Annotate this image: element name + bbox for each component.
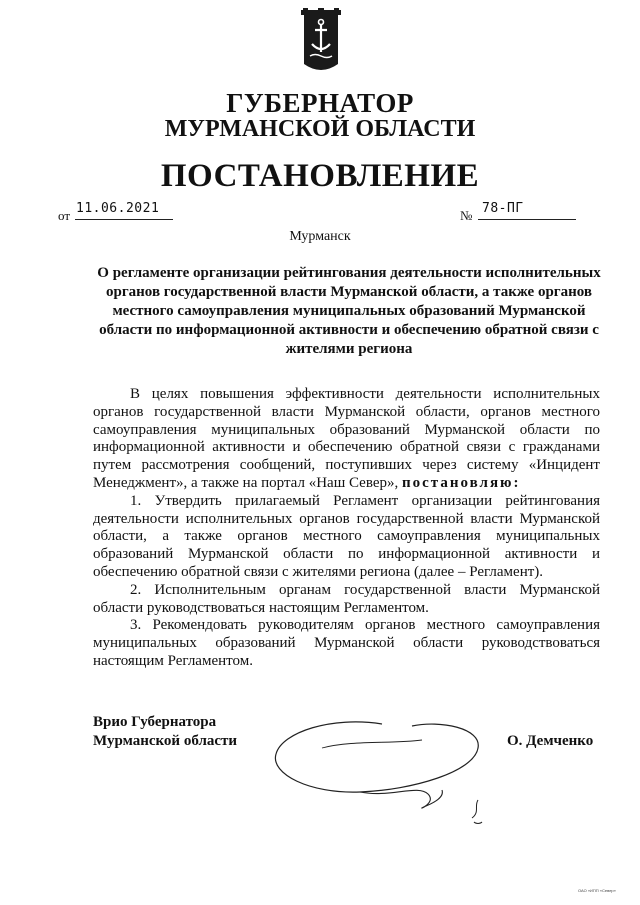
item-1-paragraph: 1. Утвердить прилагаемый Регламент организации рейтингования деятельности исполнительных органов государственной власти Мурманской области, а также органов местного самоуправления муниципальных образований Мурманской области по информационной активности и обеспечению обратной связи с жителями региона (далее – Регламент). xyxy=(93,492,600,580)
signatory-role xyxy=(93,713,237,751)
signatory-name: О. Демченко xyxy=(507,733,594,749)
intro-decree-word: постановляю: xyxy=(402,474,521,491)
date-underline xyxy=(75,219,173,220)
coat-of-arms-emblem xyxy=(298,8,344,72)
document-body xyxy=(93,386,600,671)
document-number: 78-ПГ xyxy=(482,201,524,216)
document-subject: О регламенте организации рейтингования деятельности исполнительных органов государственной власти Мурманской области, а также органов местного самоуправления муниципальных образований Мурманской области по информационной активности и обеспечению обратной связи с жителями региона xyxy=(97,265,601,357)
item-3-paragraph: 3. Рекомендовать руководителям органов местного самоуправления муниципальных образований Мурманской области руководствоваться настоящим Регламентом. xyxy=(93,617,600,669)
document-city: Мурманск xyxy=(289,229,351,244)
governor-title-line2: МУРМАНСКОЙ ОБЛАСТИ xyxy=(164,116,476,142)
number-prefix: № xyxy=(460,208,473,223)
signatory-role-line2: Мурманской области xyxy=(93,733,238,749)
item-2-paragraph: 2. Исполнительным органам государственной власти Мурманской области руководствоваться настоящим Регламентом. xyxy=(93,581,600,616)
governor-title-line1: ГУБЕРНАТОР xyxy=(226,88,414,118)
print-mark: ОАО «ИПП «Север» xyxy=(578,888,616,893)
intro-paragraph xyxy=(93,386,600,493)
document-date: 11.06.2021 xyxy=(76,201,160,216)
document-type-title: ПОСТАНОВЛЕНИЕ xyxy=(160,158,480,194)
intro-text: В целях повышения эффективности деятельности исполнительных органов государственной власти Мурманской области, органов местного самоуправления муниципальных образований Мурманской области по информационной активности и обеспечению обратной связи с гражданами путем рассмотрения сообщений, поступивших через систему «Инцидент Менеджмент», а также на портал «Наш Север», xyxy=(93,386,600,491)
handwritten-signature xyxy=(262,710,502,840)
number-underline xyxy=(478,219,576,220)
signatory-role-line1: Врио Губернатора xyxy=(93,714,217,730)
date-prefix: от xyxy=(58,208,71,223)
